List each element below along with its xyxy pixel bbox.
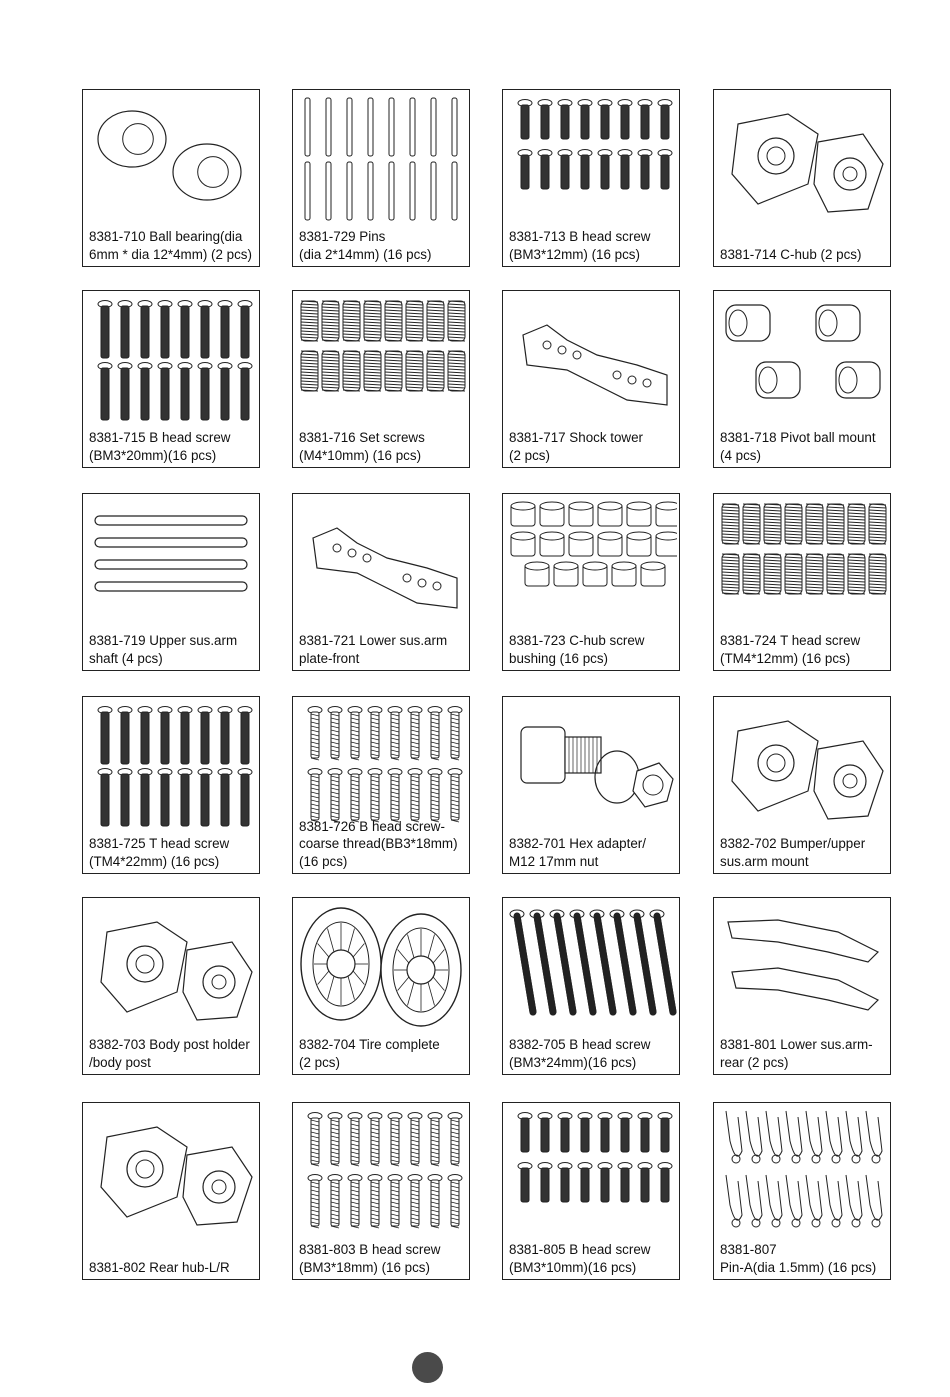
hub-icon bbox=[87, 1107, 257, 1237]
part-caption: 8382-704 Tire complete (2 pcs) bbox=[299, 1037, 440, 1070]
part-cell bbox=[82, 290, 260, 468]
part-caption: 8381-805 B head screw (BM3*10mm)(16 pcs) bbox=[509, 1242, 651, 1275]
hex-icon bbox=[507, 701, 677, 831]
part-cell bbox=[713, 897, 891, 1075]
hub-icon bbox=[718, 94, 888, 224]
screws-diag-icon bbox=[507, 902, 677, 1032]
part-caption: 8381-719 Upper sus.arm shaft (4 pcs) bbox=[89, 633, 238, 666]
tires-icon bbox=[297, 902, 467, 1032]
part-cell bbox=[292, 897, 470, 1075]
part-cell bbox=[292, 89, 470, 267]
part-cell bbox=[292, 1102, 470, 1280]
screws-thin-icon bbox=[297, 701, 467, 831]
part-cell bbox=[502, 290, 680, 468]
part-caption: 8381-715 B head screw (BM3*20mm)(16 pcs) bbox=[89, 430, 231, 463]
part-caption: 8382-705 B head screw (BM3*24mm)(16 pcs) bbox=[509, 1037, 651, 1070]
part-caption: 8381-710 Ball bearing(dia 6mm * dia 12*4mm) (2 pcs) bbox=[89, 229, 252, 262]
part-cell bbox=[82, 696, 260, 874]
part-caption: 8381-718 Pivot ball mount (4 pcs) bbox=[720, 430, 876, 463]
bearing-icon bbox=[87, 94, 257, 224]
part-caption: 8381-801 Lower sus.arm- rear (2 pcs) bbox=[720, 1037, 873, 1070]
plate-icon bbox=[297, 498, 467, 628]
part-caption: 8381-714 C-hub (2 pcs) bbox=[720, 246, 862, 262]
screws-short-icon bbox=[507, 94, 677, 224]
screws-long-icon bbox=[87, 295, 257, 425]
part-caption: 8381-725 T head screw (TM4*22mm) (16 pcs) bbox=[89, 836, 230, 869]
part-caption: 8381-723 C-hub screw bushing (16 pcs) bbox=[509, 633, 645, 666]
part-caption: 8382-703 Body post holder /body post bbox=[89, 1037, 250, 1070]
part-cell bbox=[292, 290, 470, 468]
part-cell bbox=[713, 493, 891, 671]
part-cell bbox=[502, 493, 680, 671]
shafts-icon bbox=[87, 498, 257, 628]
part-cell bbox=[82, 493, 260, 671]
plate-icon bbox=[507, 295, 677, 425]
part-cell bbox=[713, 290, 891, 468]
part-caption: 8381-721 Lower sus.arm plate-front bbox=[299, 633, 448, 666]
part-cell bbox=[82, 897, 260, 1075]
part-cell bbox=[502, 696, 680, 874]
screws-short-icon bbox=[507, 1107, 677, 1237]
part-cell bbox=[82, 1102, 260, 1280]
part-caption: 8382-701 Hex adapter/ M12 17mm nut bbox=[509, 836, 646, 869]
part-caption: 8381-716 Set screws (M4*10mm) (16 pcs) bbox=[299, 430, 425, 463]
part-cell bbox=[502, 89, 680, 267]
bushing-many-icon bbox=[507, 498, 677, 628]
part-cell bbox=[502, 1102, 680, 1280]
part-caption: 8381-802 Rear hub-L/R bbox=[89, 1259, 230, 1275]
part-caption: 8381-807 Pin-A(dia 1.5mm) (16 pcs) bbox=[720, 1242, 877, 1275]
set-screws-icon bbox=[718, 498, 888, 628]
screws-thin-icon bbox=[297, 1107, 467, 1237]
part-caption: 8381-717 Shock tower (2 pcs) bbox=[509, 430, 643, 463]
set-screws-icon bbox=[297, 295, 467, 425]
arms-icon bbox=[718, 902, 888, 1032]
part-cell bbox=[502, 897, 680, 1075]
part-caption: 8382-702 Bumper/upper sus.arm mount bbox=[720, 836, 866, 869]
part-caption: 8381-713 B head screw (BM3*12mm) (16 pcs) bbox=[509, 229, 651, 262]
page-number-dot bbox=[412, 1352, 443, 1383]
part-caption: 8381-803 B head screw (BM3*18mm) (16 pcs) bbox=[299, 1242, 441, 1275]
part-cell bbox=[713, 1102, 891, 1280]
hub-icon bbox=[718, 701, 888, 831]
part-cell bbox=[713, 696, 891, 874]
hub-icon bbox=[87, 902, 257, 1032]
bushing-4-icon bbox=[718, 295, 888, 425]
part-caption: 8381-729 Pins (dia 2*14mm) (16 pcs) bbox=[299, 229, 432, 262]
part-cell bbox=[713, 89, 891, 267]
screws-long-icon bbox=[87, 701, 257, 831]
part-caption: 8381-726 B head screw- coarse thread(BB3*18mm) (16 pcs) bbox=[299, 818, 458, 869]
pins-icon bbox=[297, 94, 467, 224]
part-cell bbox=[82, 89, 260, 267]
part-caption: 8381-724 T head screw (TM4*12mm) (16 pcs) bbox=[720, 633, 861, 666]
clips-icon bbox=[718, 1107, 888, 1237]
part-cell bbox=[292, 493, 470, 671]
part-cell bbox=[292, 696, 470, 874]
